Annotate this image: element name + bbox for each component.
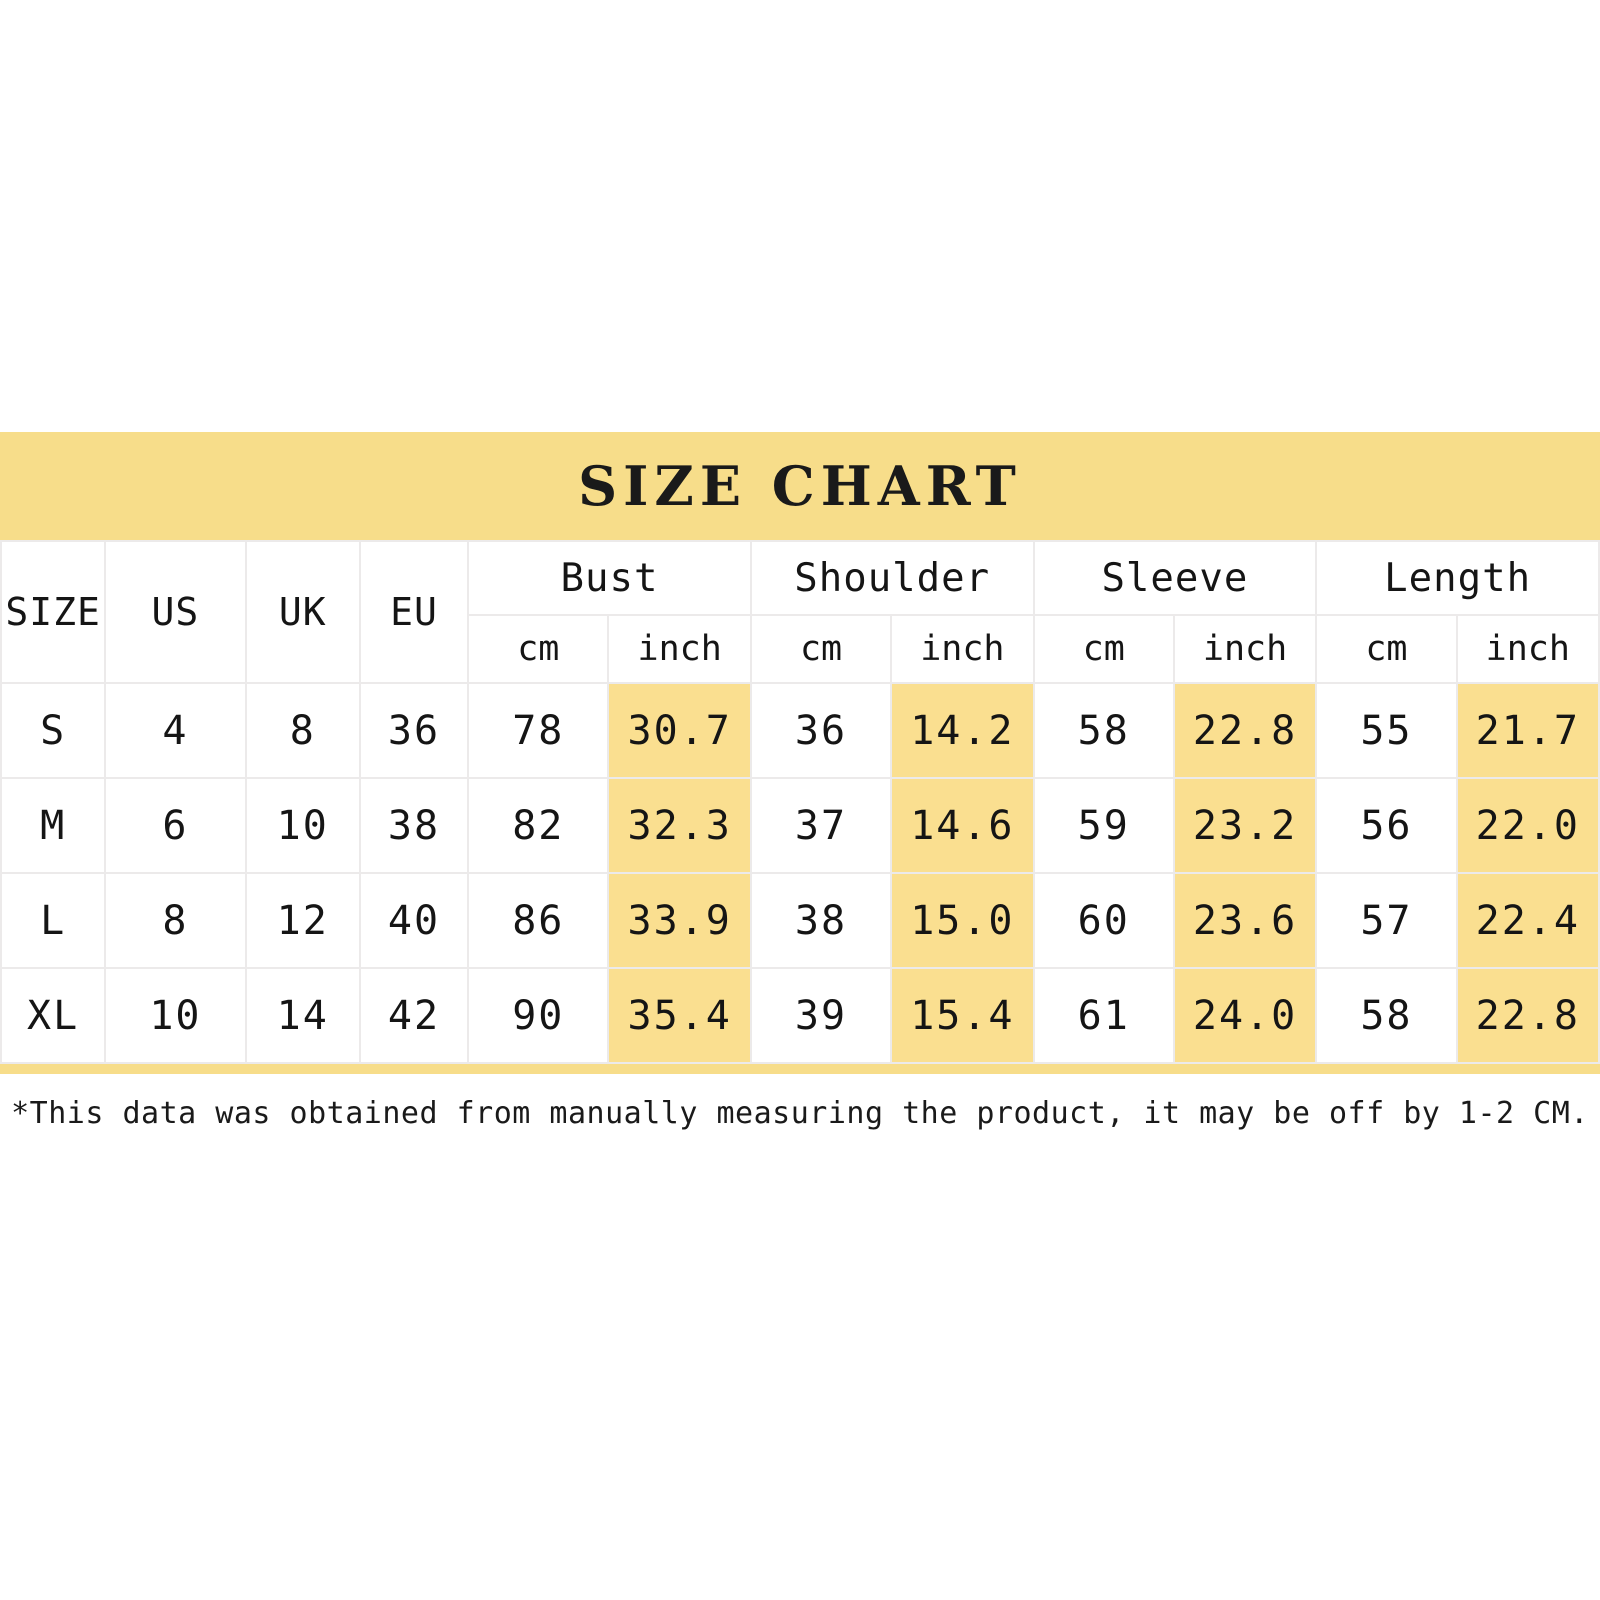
- cell-size: M: [1, 778, 105, 873]
- cell-length-cm: 58: [1316, 968, 1456, 1063]
- cell-bust-inch: 30.7: [608, 683, 750, 778]
- cell-bust-cm: 86: [468, 873, 608, 968]
- cell-size: XL: [1, 968, 105, 1063]
- header-length-inch: inch: [1457, 615, 1599, 683]
- size-chart: [0, 432, 1600, 1152]
- cell-sleeve-cm: 58: [1034, 683, 1174, 778]
- cell-sleeve-cm: 59: [1034, 778, 1174, 873]
- cell-uk: 10: [246, 778, 360, 873]
- cell-sleeve-inch: 22.8: [1174, 683, 1316, 778]
- cell-us: 6: [105, 778, 245, 873]
- header-shoulder-inch: inch: [891, 615, 1033, 683]
- cell-sleeve-inch: 23.2: [1174, 778, 1316, 873]
- page-title: SIZE CHART: [578, 454, 1022, 518]
- footer-accent-bar: [0, 1064, 1600, 1074]
- table-header-row-groups: [1, 541, 1599, 615]
- cell-size: S: [1, 683, 105, 778]
- cell-sleeve-inch: 23.6: [1174, 873, 1316, 968]
- header-group-length: Length: [1316, 541, 1599, 615]
- cell-length-inch: 22.0: [1457, 778, 1599, 873]
- table-row: [1, 873, 1599, 968]
- cell-shoulder-inch: 15.4: [891, 968, 1033, 1063]
- cell-bust-cm: 82: [468, 778, 608, 873]
- cell-shoulder-cm: 37: [751, 778, 891, 873]
- cell-bust-inch: 33.9: [608, 873, 750, 968]
- header-sleeve-cm: cm: [1034, 615, 1174, 683]
- cell-shoulder-cm: 39: [751, 968, 891, 1063]
- header-uk: UK: [246, 541, 360, 683]
- cell-bust-cm: 78: [468, 683, 608, 778]
- cell-length-cm: 56: [1316, 778, 1456, 873]
- header-eu: EU: [360, 541, 468, 683]
- header-us: US: [105, 541, 245, 683]
- table-row: [1, 683, 1599, 778]
- cell-eu: 42: [360, 968, 468, 1063]
- cell-eu: 38: [360, 778, 468, 873]
- measurement-note: *This data was obtained from manually measuring the product, it may be off by 1-2 CM.: [0, 1074, 1600, 1152]
- cell-shoulder-inch: 14.6: [891, 778, 1033, 873]
- header-group-bust: Bust: [468, 541, 751, 615]
- cell-us: 8: [105, 873, 245, 968]
- chart-title-bar: [0, 432, 1600, 540]
- header-size: SIZE: [1, 541, 105, 683]
- cell-length-inch: 22.8: [1457, 968, 1599, 1063]
- cell-uk: 8: [246, 683, 360, 778]
- table-row: [1, 968, 1599, 1063]
- cell-uk: 12: [246, 873, 360, 968]
- cell-sleeve-cm: 61: [1034, 968, 1174, 1063]
- size-chart-table: [0, 540, 1600, 1064]
- header-bust-cm: cm: [468, 615, 608, 683]
- cell-length-cm: 55: [1316, 683, 1456, 778]
- cell-shoulder-inch: 14.2: [891, 683, 1033, 778]
- table-row: [1, 778, 1599, 873]
- cell-uk: 14: [246, 968, 360, 1063]
- cell-shoulder-cm: 38: [751, 873, 891, 968]
- cell-shoulder-inch: 15.0: [891, 873, 1033, 968]
- cell-shoulder-cm: 36: [751, 683, 891, 778]
- cell-length-cm: 57: [1316, 873, 1456, 968]
- cell-eu: 40: [360, 873, 468, 968]
- header-group-sleeve: Sleeve: [1034, 541, 1317, 615]
- header-shoulder-cm: cm: [751, 615, 891, 683]
- cell-us: 10: [105, 968, 245, 1063]
- cell-length-inch: 21.7: [1457, 683, 1599, 778]
- cell-us: 4: [105, 683, 245, 778]
- cell-size: L: [1, 873, 105, 968]
- cell-bust-inch: 35.4: [608, 968, 750, 1063]
- cell-bust-cm: 90: [468, 968, 608, 1063]
- cell-bust-inch: 32.3: [608, 778, 750, 873]
- header-bust-inch: inch: [608, 615, 750, 683]
- cell-sleeve-cm: 60: [1034, 873, 1174, 968]
- header-sleeve-inch: inch: [1174, 615, 1316, 683]
- cell-length-inch: 22.4: [1457, 873, 1599, 968]
- cell-eu: 36: [360, 683, 468, 778]
- header-length-cm: cm: [1316, 615, 1456, 683]
- cell-sleeve-inch: 24.0: [1174, 968, 1316, 1063]
- header-group-shoulder: Shoulder: [751, 541, 1034, 615]
